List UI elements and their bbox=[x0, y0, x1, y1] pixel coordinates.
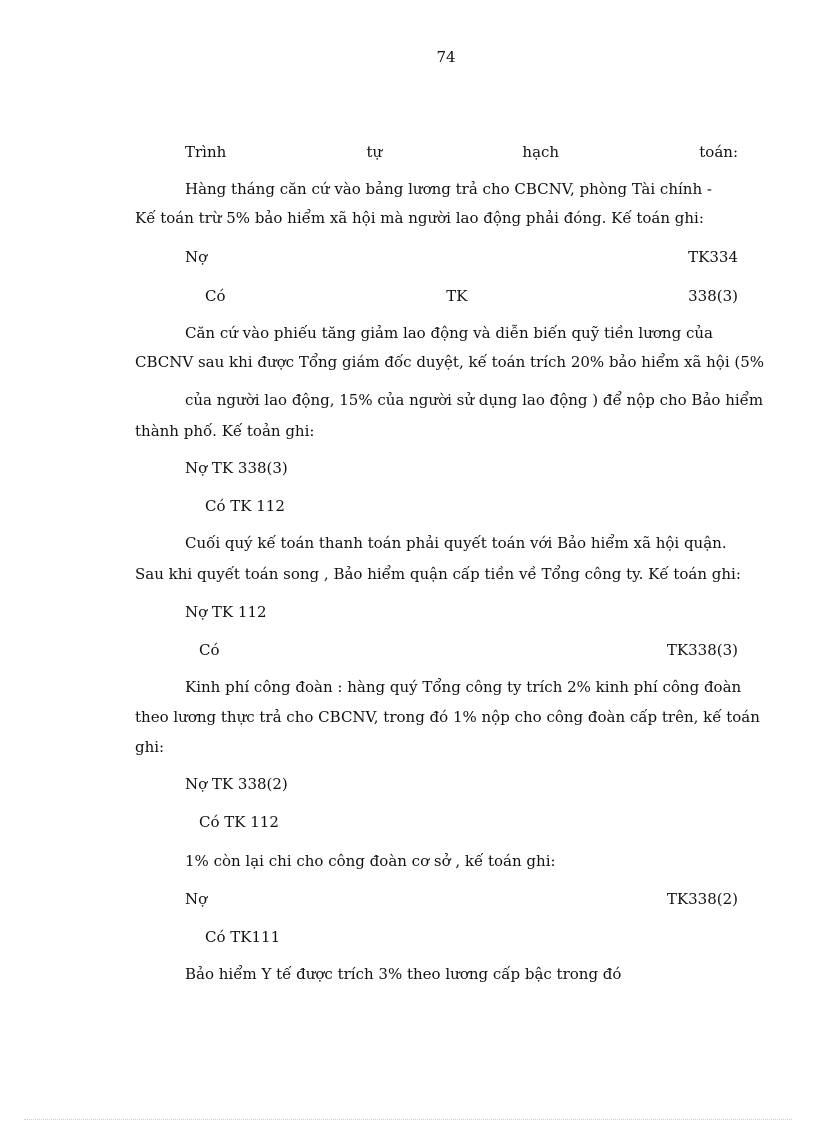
debit-label: Nợ bbox=[185, 890, 208, 908]
page-bottom-rule bbox=[24, 1119, 792, 1120]
paragraph-line: Cuối quý kế toán thanh toán phải quyết toán với Bảo hiểm xã hội quận. bbox=[185, 534, 727, 552]
heading-word: tự bbox=[366, 143, 383, 161]
paragraph-line: thành phố. Kế toản ghi: bbox=[135, 422, 315, 440]
journal-entry-credit: Có TK 112 bbox=[199, 813, 279, 831]
credit-label: Có bbox=[205, 287, 226, 305]
heading-word: toán: bbox=[699, 143, 738, 161]
paragraph-line: theo lương thực trả cho CBCNV, trong đó 1% nộp cho công đoàn cấp trên, kế toán bbox=[135, 708, 760, 726]
credit-account: TK338(3) bbox=[666, 641, 738, 659]
paragraph-line: ghi: bbox=[135, 738, 165, 756]
journal-entry-credit: Có TK 112 bbox=[205, 497, 285, 515]
paragraph-line: CBCNV sau khi được Tổng giám đốc duyệt, kế toán trích 20% bảo hiểm xã hội (5% bbox=[135, 353, 765, 371]
paragraph-line: Hàng tháng căn cứ vào bảng lương trả cho CBCNV, phòng Tài chính - bbox=[185, 180, 712, 198]
debit-label: Nợ bbox=[185, 248, 208, 266]
debit-account: TK338(2) bbox=[666, 890, 738, 908]
journal-entry-debit: Nợ TK 112 bbox=[185, 603, 267, 621]
credit-account: 338(3) bbox=[688, 287, 738, 305]
paragraph-line: Bảo hiểm Y tế được trích 3% theo lương cấp bậc trong đó bbox=[185, 965, 622, 983]
paragraph-line: của người lao động, 15% của người sử dụng lao động ) để nộp cho Bảo hiểm bbox=[185, 391, 764, 409]
credit-label: Có bbox=[199, 641, 220, 659]
credit-tk: TK bbox=[446, 287, 468, 305]
paragraph-line: Kế toán trừ 5% bảo hiểm xã hội mà người lao động phải đóng. Kế toán ghi: bbox=[135, 209, 704, 227]
paragraph-line: Căn cứ vào phiếu tăng giảm lao động và diễn biến quỹ tiền lương của bbox=[185, 324, 713, 342]
debit-account: TK334 bbox=[688, 248, 738, 266]
paragraph-line: Kinh phí công đoàn : hàng quý Tổng công ty trích 2% kinh phí công đoàn bbox=[185, 678, 742, 696]
journal-entry-debit bbox=[185, 889, 738, 909]
journal-entry-credit bbox=[205, 286, 738, 306]
journal-entry-credit bbox=[199, 640, 738, 660]
paragraph-line: 1% còn lại chi cho công đoàn cơ sở , kế toán ghi: bbox=[185, 852, 556, 870]
paragraph-line: Sau khi quyết toán song , Bảo hiểm quận cấp tiền về Tổng công ty. Kế toán ghi: bbox=[135, 565, 741, 583]
heading-word: hạch bbox=[522, 143, 560, 161]
journal-entry-debit: Nợ TK 338(3) bbox=[185, 459, 288, 477]
journal-entry-debit: Nợ TK 338(2) bbox=[185, 775, 288, 793]
page-number: 74 bbox=[436, 48, 456, 66]
journal-entry-credit: Có TK111 bbox=[205, 928, 281, 946]
heading-line bbox=[185, 142, 738, 162]
heading-word: Trình bbox=[185, 143, 227, 161]
journal-entry-debit bbox=[185, 247, 738, 267]
